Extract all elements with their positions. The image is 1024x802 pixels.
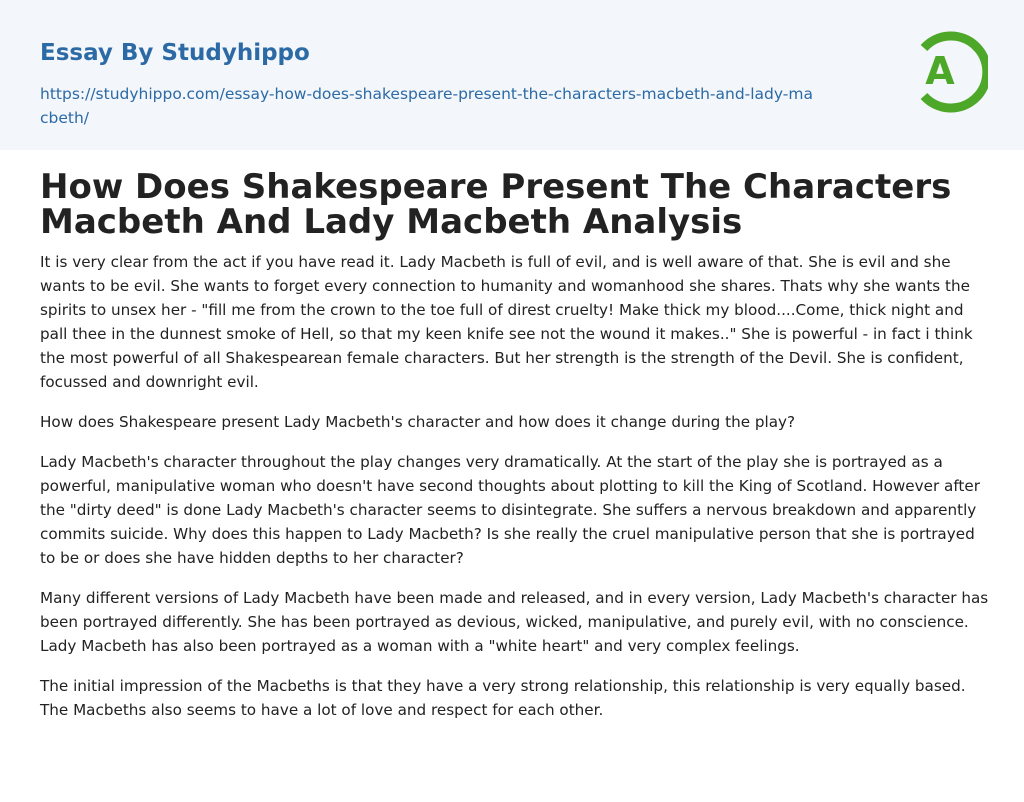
article-paragraph-4: Many different versions of Lady Macbeth have been made and released, and in every version, Lady Macbeth's character has been portrayed differently. She has been portrayed as devious, wicked, manipulative, and purely evil, with no conscience. Lady Macbeth has also been portrayed as a woman with a "white heart" and very complex feelings. — [40, 589, 989, 655]
site-header — [0, 0, 1024, 150]
article-paragraph-2: How does Shakespeare present Lady Macbeth's character and how does it change during the play? — [40, 413, 796, 431]
article — [40, 167, 990, 738]
source-url-link[interactable]: https://studyhippo.com/essay-how-does-shakespeare-present-the-characters-macbeth-and-lady-macbeth/ — [40, 85, 813, 127]
article-paragraph-5: The initial impression of the Macbeths is that they have a very strong relationship, this relationship is very equally based. The Macbeths also seems to have a lot of love and respect for each other. — [40, 677, 966, 719]
logo-letter: A — [925, 49, 955, 93]
studyhippo-logo-icon[interactable] — [910, 28, 988, 116]
site-brand[interactable]: Essay By Studyhippo — [40, 40, 310, 66]
article-title: How Does Shakespeare Present The Characters Macbeth And Lady Macbeth Analysis — [40, 167, 952, 242]
article-paragraph-1: It is very clear from the act if you have read it. Lady Macbeth is full of evil, and is well aware of that. She is evil and she wants to be evil. She wants to forget every connection to humanity and womanhood she shares. Thats why she wants the spirits to unsex her - "fill me from the crown to the toe full of direst cruelty! Make thick my blood....Come, thick night and pall thee in the dunnest smoke of Hell, so that my keen knife see not the wound it makes.." She is powerful - in fact i think the most powerful of all Shakespearean female characters. But her strength is the strength of the Devil. She is confident, focussed and downright evil. — [40, 253, 973, 391]
article-paragraph-3: Lady Macbeth's character throughout the play changes very dramatically. At the start of the play she is portrayed as a powerful, manipulative woman who doesn't have second thoughts about plotting to kill the King of Scotland. However after the "dirty deed" is done Lady Macbeth's character seems to disintegrate. She suffers a nervous breakdown and apparently commits suicide. Why does this happen to Lady Macbeth? Is she really the cruel manipulative person that she is portrayed to be or does she have hidden depths to her character? — [40, 453, 980, 567]
logo-graphic — [910, 28, 988, 116]
